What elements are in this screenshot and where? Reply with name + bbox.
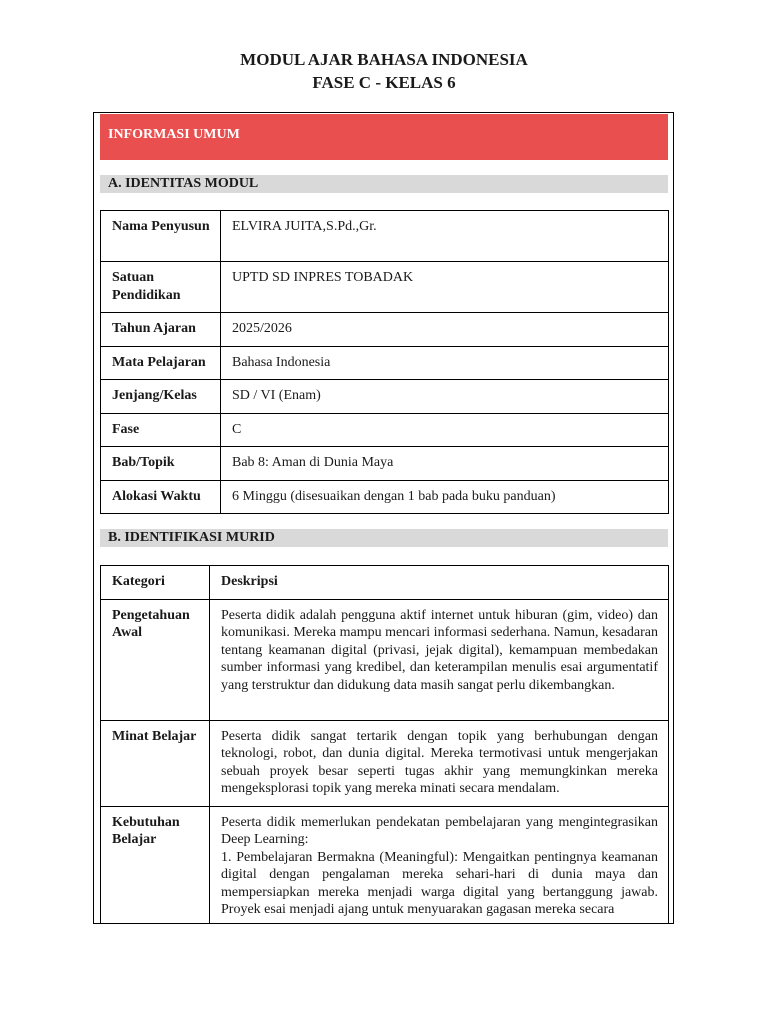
row-label: Bab/Topik: [101, 447, 221, 481]
table-row: [101, 447, 669, 481]
row-value: UPTD SD INPRES TOBADAK: [221, 262, 669, 313]
table-row: [101, 599, 669, 720]
kebutuhan-line-1: Peserta didik memerlukan pendekatan pembelajaran yang mengintegrasikan Deep Learning:: [221, 814, 658, 847]
row-value: C: [221, 413, 669, 447]
kebutuhan-line-2: 1. Pembelajaran Bermakna (Meaningful): Mengaitkan pentingnya keamanan digital dengan pengalaman mereka sehari-hari di dunia maya dan mempersiapkan mereka menjadi warga digital yang bertanggung jawab. Proyek esai menjadi ajang untuk menyuarakan gagasan mereka secara: [221, 849, 658, 917]
section-a-heading: A. IDENTITAS MODUL: [100, 175, 668, 193]
table-row: [101, 313, 669, 347]
column-header-kategori: Kategori: [101, 566, 210, 600]
table-row: [101, 262, 669, 313]
row-value: ELVIRA JUITA,S.Pd.,Gr.: [221, 211, 669, 262]
row-value: 2025/2026: [221, 313, 669, 347]
identitas-modul-table: [100, 210, 669, 514]
section-b-heading: B. IDENTIFIKASI MURID: [100, 529, 668, 547]
row-label: Nama Penyusun: [101, 211, 221, 262]
informasi-umum-header: INFORMASI UMUM: [100, 114, 668, 160]
row-value: [210, 806, 669, 924]
row-label: Kebutuhan Belajar: [101, 806, 210, 924]
table-row: [101, 720, 669, 806]
row-value: 6 Minggu (disesuaikan dengan 1 bab pada buku panduan): [221, 480, 669, 514]
row-label: Alokasi Waktu: [101, 480, 221, 514]
row-value: Peserta didik adalah pengguna aktif internet untuk hiburan (gim, video) dan komunikasi. Mereka mampu mencari informasi sederhana. Namun, kesadaran tentang keamanan digital (privasi, jejak digital), kemampuan membedakan sumber informasi yang kredibel, dan keterampilan menulis esai argumentatif yang terstruktur dan didukung data masih sangat perlu dikembangkan.: [210, 599, 669, 720]
table-row: [101, 480, 669, 514]
column-header-deskripsi: Deskripsi: [210, 566, 669, 600]
module-frame: [93, 112, 674, 924]
row-value: SD / VI (Enam): [221, 380, 669, 414]
table-row: [101, 211, 669, 262]
row-label: Satuan Pendidikan: [101, 262, 221, 313]
title-line-1: MODUL AJAR BAHASA INDONESIA: [240, 50, 528, 69]
table-row: [101, 413, 669, 447]
row-label: Pengetahuan Awal: [101, 599, 210, 720]
table-header-row: [101, 566, 669, 600]
identifikasi-murid-table: [100, 565, 669, 924]
row-label: Mata Pelajaran: [101, 346, 221, 380]
title-line-2: FASE C - KELAS 6: [312, 73, 456, 92]
document-title: [0, 48, 768, 94]
row-label: Fase: [101, 413, 221, 447]
row-label: Tahun Ajaran: [101, 313, 221, 347]
row-label: Jenjang/Kelas: [101, 380, 221, 414]
table-row: [101, 806, 669, 924]
table-row: [101, 380, 669, 414]
row-label: Minat Belajar: [101, 720, 210, 806]
row-value: Peserta didik sangat tertarik dengan topik yang berhubungan dengan teknologi, robot, dan dunia digital. Mereka termotivasi untuk mengerjakan sebuah proyek besar seperti tugas akhir yang memungkinkan mereka mengeksplorasi topik yang mereka minati secara mendalam.: [210, 720, 669, 806]
table-row: [101, 346, 669, 380]
row-value: Bab 8: Aman di Dunia Maya: [221, 447, 669, 481]
row-value: Bahasa Indonesia: [221, 346, 669, 380]
